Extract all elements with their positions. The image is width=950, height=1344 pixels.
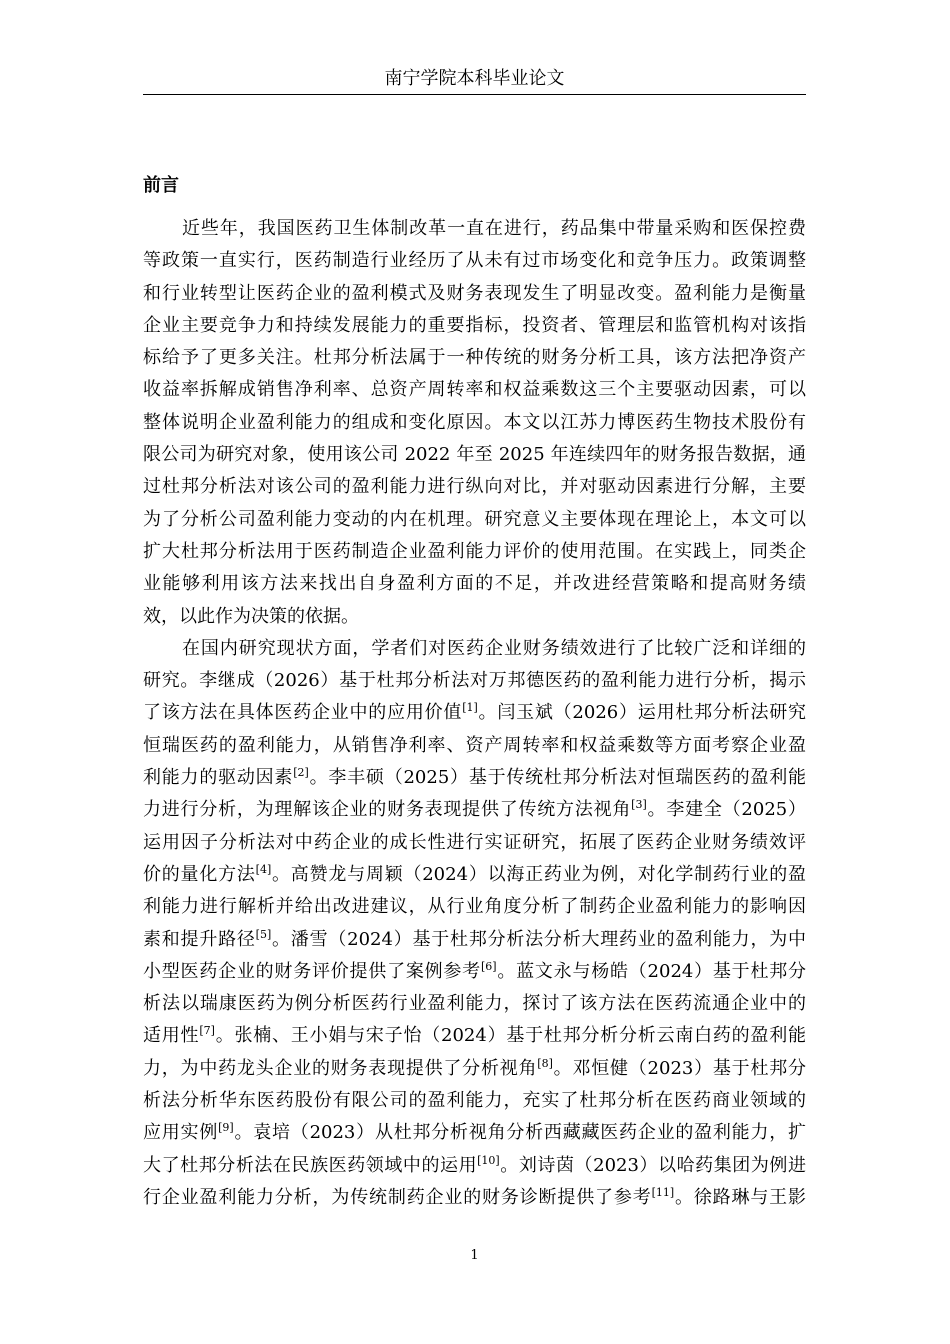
text-line: 等政策一直实行，医药制造行业经历了从未有过市场变化和竞争压力。政策调整 bbox=[143, 250, 806, 272]
citation-ref: [7] bbox=[199, 1024, 215, 1038]
citation-ref: [8] bbox=[537, 1056, 553, 1070]
text-line: 效，以此作为决策的依据。 bbox=[143, 605, 359, 627]
page-number: 1 bbox=[470, 1248, 479, 1263]
section-heading: 前言 bbox=[143, 175, 179, 196]
text-line: 了该方法在具体医药企业中的应用价值[1]。闫玉斌（2026）运用杜邦分析法研究 bbox=[143, 701, 806, 724]
text-line: 力进行分析，为理解该企业的财务表现提供了传统方法视角[3]。李建全（2025） bbox=[143, 798, 807, 821]
citation-ref: [5] bbox=[255, 927, 272, 941]
body-text bbox=[143, 213, 806, 1214]
text-line: 应用实例[9]。袁培（2023）从杜邦分析视角分析西藏藏医药企业的盈利能力，扩 bbox=[143, 1121, 807, 1144]
paragraph-1 bbox=[143, 213, 806, 633]
citation-ref: [1] bbox=[462, 701, 478, 715]
text-line: 恒瑞医药的盈利能力，从销售净利率、资产周转率和权益乘数等方面考察企业盈 bbox=[143, 734, 806, 756]
paragraph-2 bbox=[143, 633, 806, 1214]
text-line: 和行业转型让医药企业的盈利模式及财务表现发生了明显改变。盈利能力是衡量 bbox=[143, 282, 806, 304]
text-line: 企业主要竞争力和持续发展能力的重要指标，投资者、管理层和监管机构对该指 bbox=[143, 314, 806, 336]
text-line: 行企业盈利能力分析，为传统制药企业的财务诊断提供了参考[11]。徐路琳与王影 bbox=[143, 1185, 807, 1208]
text-line: 收益率拆解成销售净利率、总资产周转率和权益乘数这三个主要驱动因素，可以 bbox=[143, 379, 806, 401]
text-line: 价的量化方法[4]。高赞龙与周颖（2024）以海正药业为例，对化学制药行业的盈 bbox=[143, 862, 806, 885]
citation-ref: [2] bbox=[293, 766, 309, 780]
text-line: 扩大杜邦分析法用于医药制造企业盈利能力评价的使用范围。在实践上，同类企 bbox=[143, 540, 806, 562]
text-line: 研究。李继成（2026）基于杜邦分析法对万邦德医药的盈利能力进行分析，揭示 bbox=[143, 670, 806, 692]
citation-ref: [6] bbox=[480, 959, 497, 973]
citation-ref: [10] bbox=[477, 1153, 500, 1167]
text-line: 运用因子分析法对中药企业的成长性进行实证研究，拓展了医药企业财务绩效评 bbox=[143, 831, 806, 853]
citation-ref: [11] bbox=[651, 1185, 675, 1199]
text-line: 大了杜邦分析法在民族医药领域中的运用[10]。刘诗茵（2023）以哈药集团为例进 bbox=[143, 1153, 806, 1176]
citation-ref: [3] bbox=[631, 798, 647, 812]
text-line: 小型医药企业的财务评价提供了案例参考[6]。蓝文永与杨皓（2024）基于杜邦分 bbox=[143, 959, 807, 982]
text-line: 素和提升路径[5]。潘雪（2024）基于杜邦分析法分析大理药业的盈利能力，为中 bbox=[143, 927, 806, 950]
header-rule bbox=[143, 94, 806, 95]
text-line: 在国内研究现状方面，学者们对医药企业财务绩效进行了比较广泛和详细的 bbox=[182, 637, 806, 659]
text-line: 力，为中药龙头企业的财务表现提供了分析视角[8]。邓恒健（2023）基于杜邦分 bbox=[143, 1056, 807, 1079]
page-header-title: 南宁学院本科毕业论文 bbox=[384, 68, 565, 89]
text-line: 析法以瑞康医药为例分析医药行业盈利能力，探讨了该方法在医药流通企业中的 bbox=[143, 993, 806, 1015]
text-line: 近些年，我国医药卫生体制改革一直在进行，药品集中带量采购和医保控费 bbox=[182, 218, 806, 239]
text-line: 利能力的驱动因素[2]。李丰硕（2025）基于传统杜邦分析法对恒瑞医药的盈利能 bbox=[143, 766, 807, 789]
text-line: 业能够利用该方法来找出自身盈利方面的不足，并改进经营策略和提高财务绩 bbox=[143, 573, 806, 595]
text-line: 限公司为研究对象，使用该公司 2022 年至 2025 年连续四年的财务报告数据，通 bbox=[143, 444, 806, 466]
text-line: 为了分析公司盈利能力变动的内在机理。研究意义主要体现在理论上，本文可以 bbox=[143, 508, 806, 530]
citation-ref: [9] bbox=[218, 1121, 234, 1135]
text-line: 整体说明企业盈利能力的组成和变化原因。本文以江苏力博医药生物技术股份有 bbox=[143, 411, 806, 433]
text-line: 标给予了更多关注。杜邦分析法属于一种传统的财务分析工具，该方法把净资产 bbox=[143, 347, 806, 369]
text-line: 过杜邦分析法对该公司的盈利能力进行纵向对比，并对驱动因素进行分解，主要 bbox=[143, 476, 806, 498]
text-line: 析法分析华东医药股份有限公司的盈利能力，充实了杜邦分析在医药商业领域的 bbox=[143, 1090, 806, 1112]
text-line: 适用性[7]。张楠、王小娟与宋子怡（2024）基于杜邦分析分析云南白药的盈利能 bbox=[143, 1024, 806, 1047]
citation-ref: [4] bbox=[255, 862, 272, 876]
text-line: 利能力进行解析并给出改进建议，从行业角度分析了制药企业盈利能力的影响因 bbox=[143, 896, 806, 918]
